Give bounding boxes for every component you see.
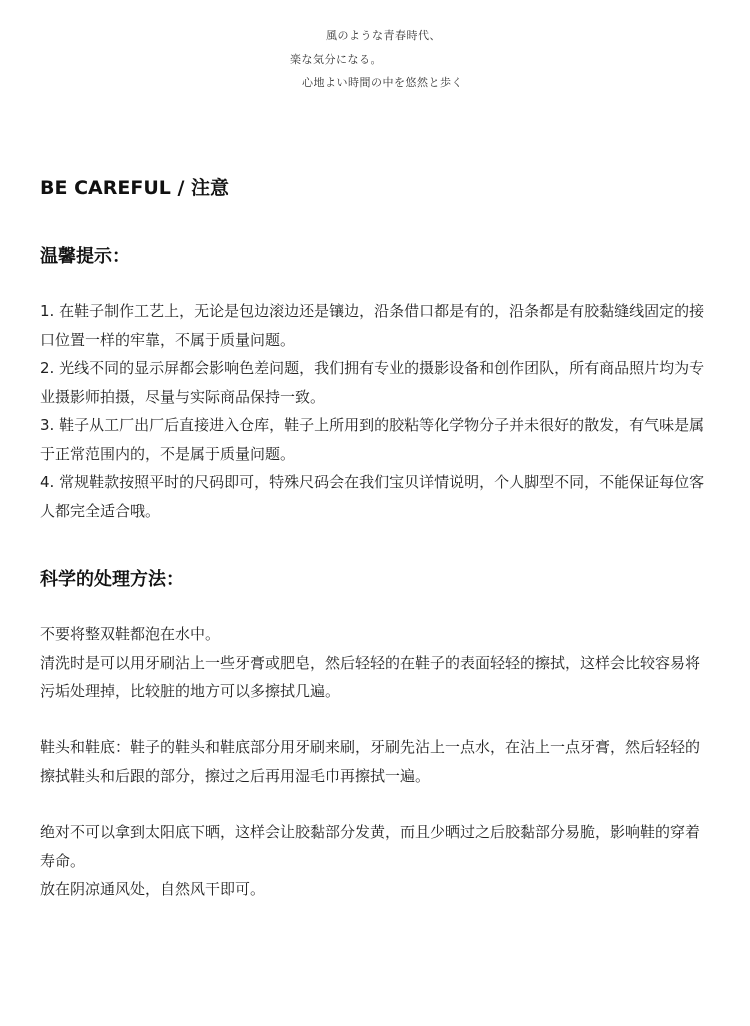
care-paragraph-wash [40,620,710,706]
poem-line-3: 心地よい時間の中を悠然と歩く [302,76,463,89]
care-line-brush: 清洗时是可以用牙刷沾上一些牙膏或肥皂，然后轻轻的在鞋子的表面轻轻的擦拭，这样会比较容易将污垢处理掉，比较脏的地方可以多擦拭几遍。 [40,653,701,700]
care-heading: 科学的处理方法： [40,569,184,590]
tips-list [40,297,710,525]
tip-item-4: 4. 常规鞋款按照平时的尺码即可，特殊尺码会在我们宝贝详情说明，个人脚型不同，不能保证每位客人都完全适合哦。 [40,473,705,520]
tip-item-1: 1. 在鞋子制作工艺上，无论是包边滚边还是镶边，沿条借口都是有的，沿条都是有胶黏缝线固定的接口位置一样的牢靠，不属于质量问题。 [40,302,705,349]
care-line-toe-sole: 鞋头和鞋底：鞋子的鞋头和鞋底部分用牙刷来刷，牙刷先沾上一点水，在沾上一点牙膏，然后轻轻的擦拭鞋头和后跟的部分，擦过之后再用湿毛巾再擦拭一遍。 [40,738,701,785]
poem-line-2: 楽な気分になる。 [290,53,382,66]
poem-line-1: 風のような青春時代、 [326,29,441,42]
tip-item-3: 3. 鞋子从工厂出厂后直接进入仓库，鞋子上所用到的胶粘等化学物分子并未很好的散发，有气味是属于正常范围内的，不是属于质量问题。 [40,416,705,463]
care-line-no-sun: 绝对不可以拿到太阳底下晒，这样会让胶黏部分发黄，而且少晒过之后胶黏部分易脆，影响鞋的穿着寿命。 [40,823,701,870]
page-title: BE CAREFUL / 注意 [40,177,230,199]
care-line-no-soak: 不要将整双鞋都泡在水中。 [40,625,221,643]
care-line-air-dry: 放在阴凉通风处，自然风干即可。 [40,880,266,898]
tip-item-2: 2. 光线不同的显示屏都会影响色差问题，我们拥有专业的摄影设备和创作团队，所有商品照片均为专业摄影师拍摄，尽量与实际商品保持一致。 [40,359,705,406]
care-paragraph-drying [40,818,710,904]
tips-heading: 温馨提示： [40,246,130,267]
care-paragraph-toe-sole [40,733,710,790]
